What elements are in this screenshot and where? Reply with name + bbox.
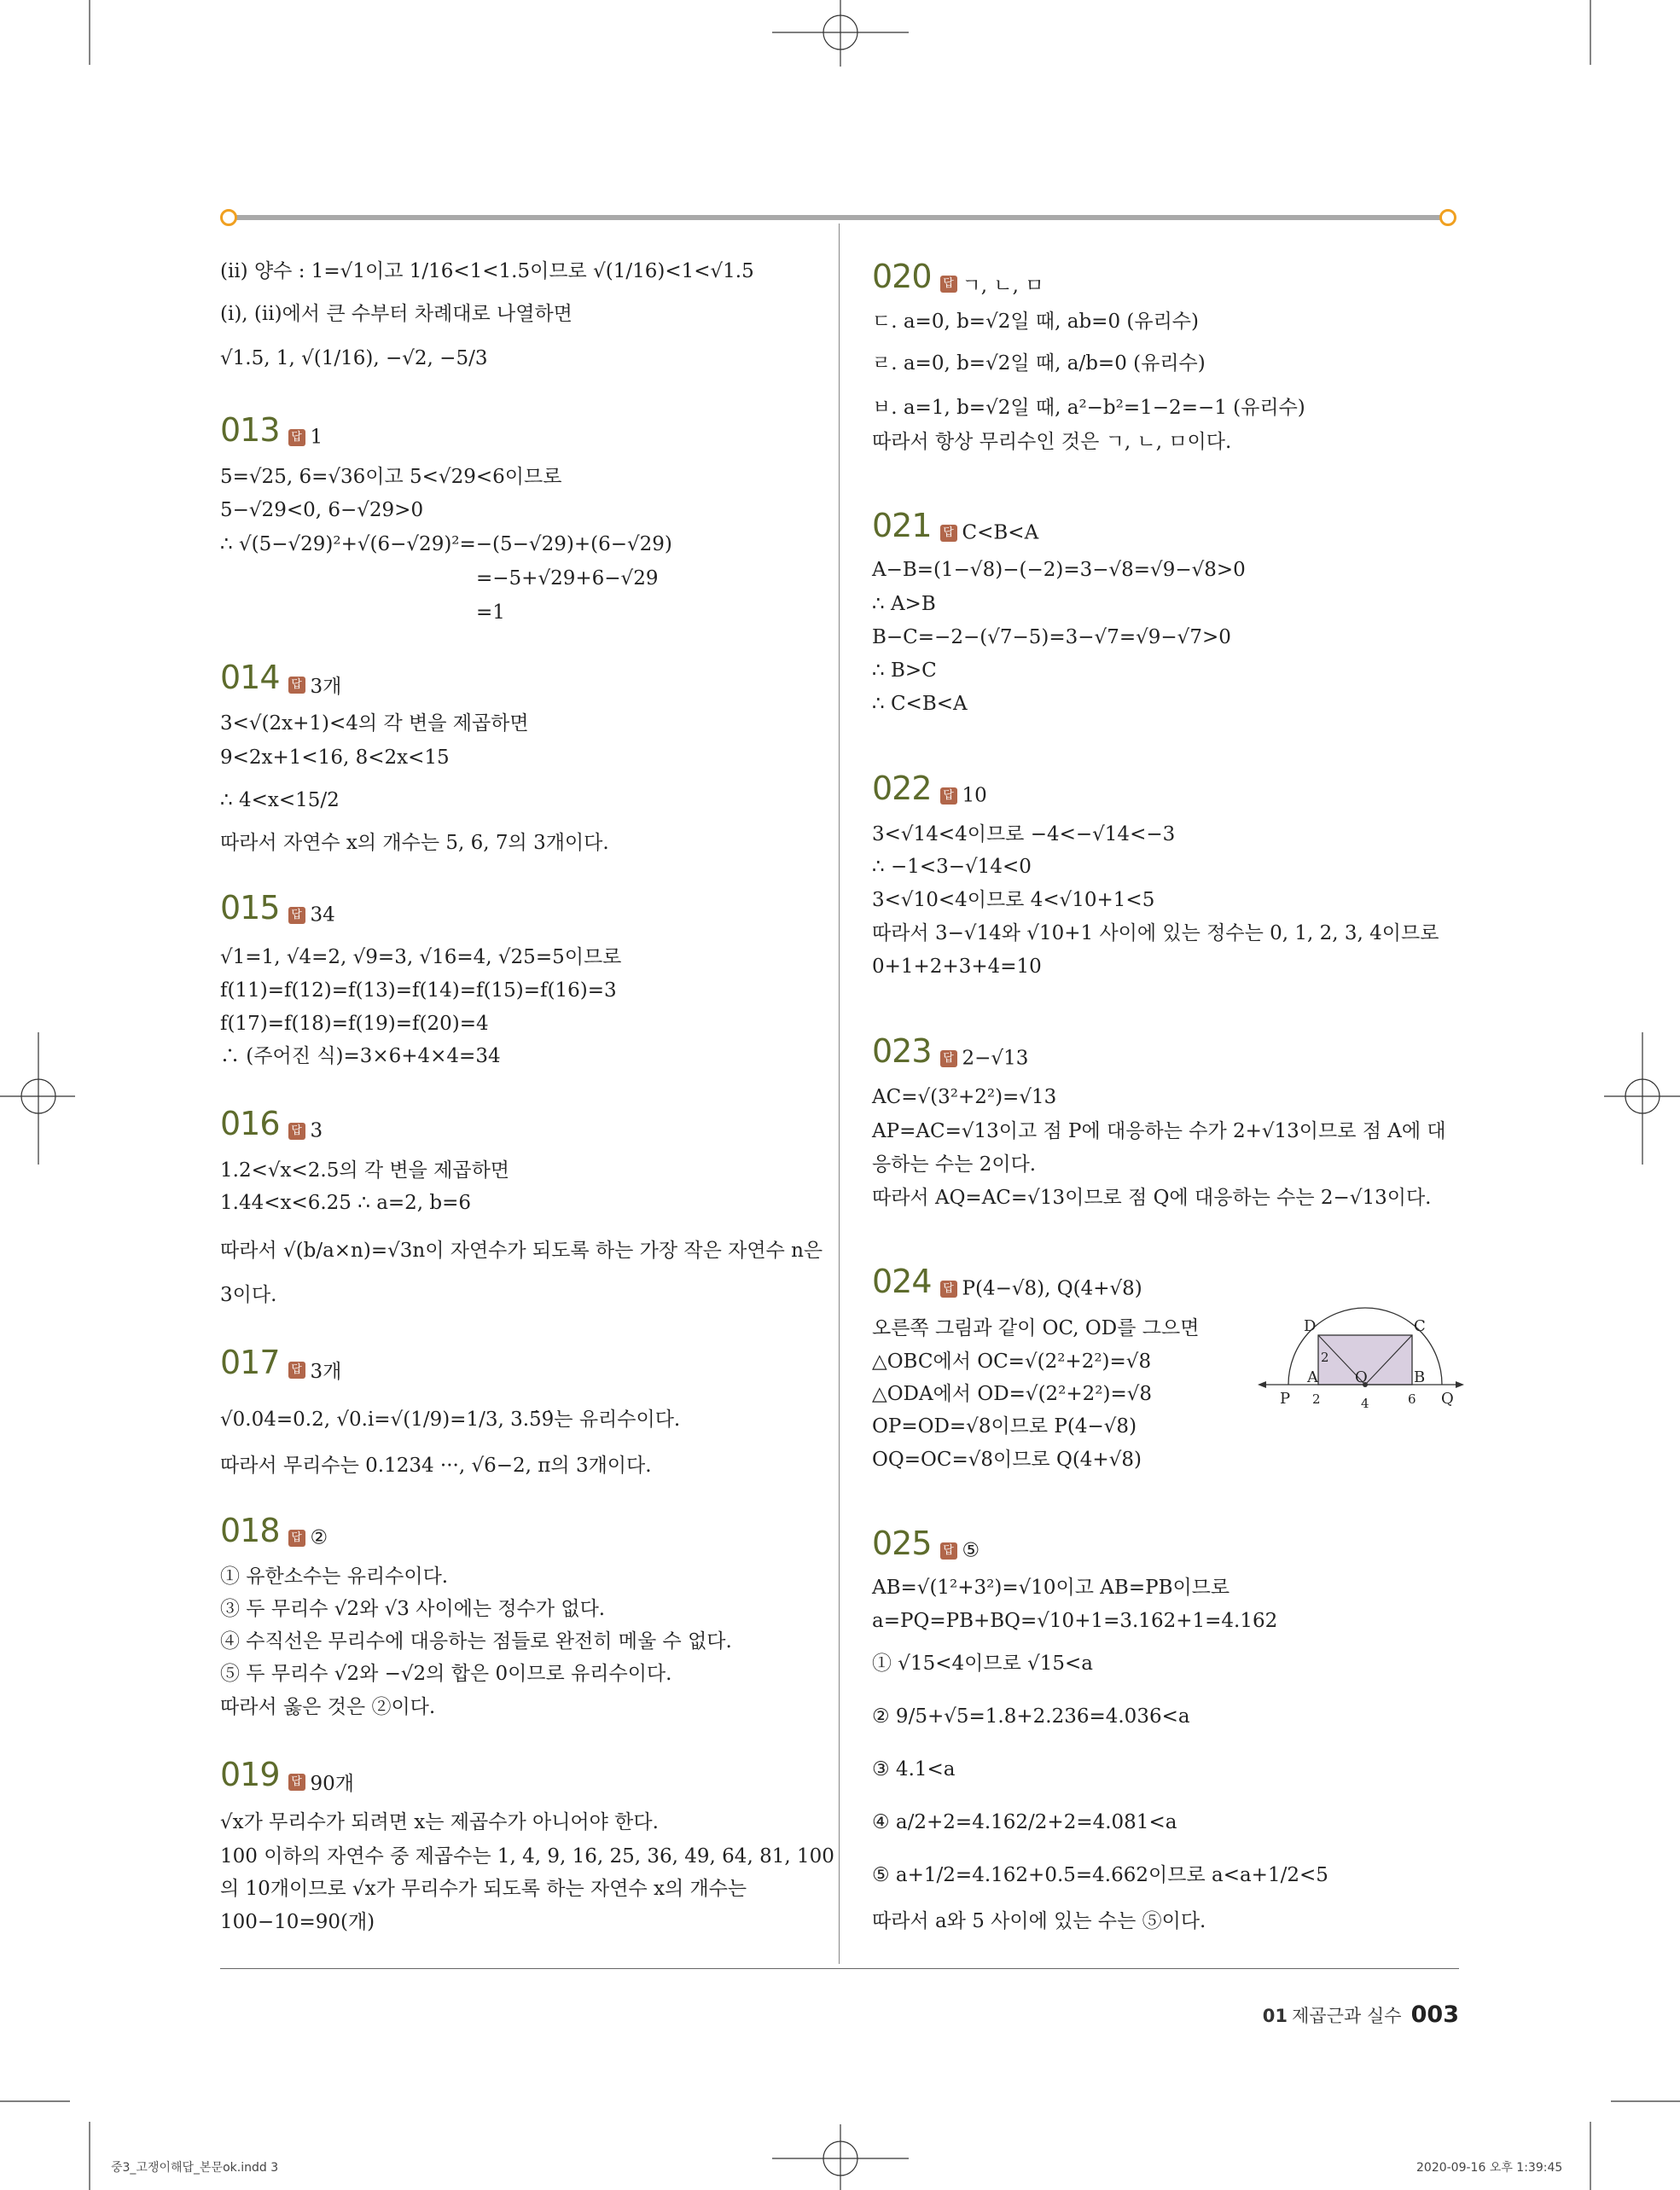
problem-number: 019 — [220, 1756, 280, 1793]
text-line: 100−10=90(개) — [220, 1911, 375, 1933]
text-line: ③ 두 무리수 √2와 √3 사이에는 정수가 없다. — [220, 1598, 606, 1620]
text-line: 5=√25, 6=√36이고 5<√29<6이므로 — [220, 466, 562, 488]
answer-badge: 답 — [940, 1542, 957, 1560]
text-line: 1.44<x<6.25 ∴ a=2, b=6 — [220, 1192, 472, 1214]
text-line: 3이다. — [220, 1284, 277, 1306]
text-line: △ODA에서 OD=√(2²+2²)=√8 — [872, 1383, 1153, 1405]
answer-value: ㄱ, ㄴ, ㅁ — [962, 275, 1044, 297]
problem-number: 024 — [872, 1263, 932, 1300]
answer-badge: 답 — [288, 677, 305, 694]
text-line: 9<2x+1<16, 8<2x<15 — [220, 746, 450, 769]
answer-badge: 답 — [288, 907, 305, 924]
problem-header — [872, 1525, 980, 1562]
text-line: ∴ √(5−√29)²+√(6−√29)²=−(5−√29)+(6−√29) — [220, 533, 672, 555]
text-line: B−C=−2−(√7−5)=3−√7=√9−√7>0 — [872, 626, 1231, 648]
problem-number: 015 — [220, 889, 280, 927]
answer-value: ② — [310, 1526, 328, 1549]
answer-badge: 답 — [940, 787, 957, 805]
text-line: 따라서 무리수는 0.1234 ···, √6−2, π의 3개이다. — [220, 1455, 652, 1477]
text-line: 1.2<√x<2.5의 각 변을 제곱하면 — [220, 1159, 510, 1182]
problem-number: 017 — [220, 1344, 280, 1381]
text-line: AP=AC=√13이고 점 P에 대응하는 수가 2+√13이므로 점 A에 대 — [872, 1120, 1446, 1142]
problem-number: 022 — [872, 770, 932, 807]
answer-badge: 답 — [288, 1530, 305, 1547]
answer-value: 10 — [962, 784, 987, 807]
text-line: ㄷ. a=0, b=√2일 때, ab=0 (유리수) — [872, 311, 1199, 333]
text-line: f(17)=f(18)=f(19)=f(20)=4 — [220, 1013, 489, 1035]
text-line: 100 이하의 자연수 중 제곱수는 1, 4, 9, 16, 25, 36, 49, 64, 81, 100 — [220, 1845, 834, 1868]
text-line: f(11)=f(12)=f(13)=f(14)=f(15)=f(16)=3 — [220, 979, 617, 1002]
chapter-number: 01 — [1262, 2006, 1288, 2026]
answer-value: P(4−√8), Q(4+√8) — [962, 1277, 1142, 1300]
text-line: 따라서 자연수 x의 개수는 5, 6, 7의 3개이다. — [220, 832, 609, 854]
answer-value: 3 — [310, 1119, 323, 1142]
text-line: =1 — [476, 601, 505, 624]
text-line: 따라서 AQ=AC=√13이므로 점 Q에 대응하는 수는 2−√13이다. — [872, 1187, 1432, 1209]
problem-number: 016 — [220, 1105, 280, 1142]
text-line: ∴ 4<x<15/2 — [220, 789, 340, 811]
problem-number: 023 — [872, 1032, 932, 1070]
label-D: D — [1304, 1317, 1317, 1335]
problem-header — [220, 889, 335, 927]
text-line: a=PQ=PB+BQ=√10+1=3.162+1=4.162 — [872, 1610, 1278, 1632]
text-line: AB=√(1²+3²)=√10이고 AB=PB이므로 — [872, 1577, 1230, 1599]
answer-value: C<B<A — [962, 521, 1039, 544]
text-line: 따라서 옳은 것은 ②이다. — [220, 1696, 436, 1718]
problem-header — [220, 1344, 341, 1384]
text-line: ④ 수직선은 무리수에 대응하는 점들로 완전히 메울 수 없다. — [220, 1630, 732, 1653]
tick-4: 4 — [1361, 1396, 1369, 1411]
answer-value: 3개 — [310, 676, 342, 698]
text-line: √x가 무리수가 되려면 x는 제곱수가 아니어야 한다. — [220, 1811, 659, 1833]
answer-value: ⑤ — [962, 1539, 980, 1562]
text-line: △OBC에서 OC=√(2²+2²)=√8 — [872, 1351, 1152, 1373]
problem-header — [220, 1512, 328, 1549]
text-line: 따라서 3−√14와 √10+1 사이에 있는 정수는 0, 1, 2, 3, 4이므로 — [872, 922, 1439, 944]
text-line: ① 유한소수는 유리수이다. — [220, 1566, 449, 1588]
problem-number: 013 — [220, 411, 280, 449]
text-line: ③ 4.1<a — [872, 1758, 956, 1780]
answer-badge: 답 — [288, 1774, 305, 1791]
text-line: ④ a/2+2=4.162/2+2=4.081<a — [872, 1811, 1177, 1833]
slug-timestamp: 2020-09-16 오후 1:39:45 — [1416, 2161, 1563, 2175]
text-line: ∴ B>C — [872, 659, 937, 682]
label-C: C — [1414, 1317, 1426, 1335]
text-line: A−B=(1−√8)−(−2)=3−√8=√9−√8>0 — [872, 559, 1246, 581]
text-line: ② 9/5+√5=1.8+2.236=4.036<a — [872, 1705, 1190, 1728]
axis-arrow-right — [1456, 1381, 1464, 1388]
answer-badge: 답 — [940, 1050, 957, 1067]
label-B: B — [1414, 1368, 1426, 1386]
answer-value: 3개 — [310, 1361, 342, 1383]
text-line: 응하는 수는 2이다. — [872, 1153, 1037, 1176]
answer-badge: 답 — [940, 276, 957, 293]
tick-6: 6 — [1408, 1391, 1416, 1407]
text-line: OQ=OC=√8이므로 Q(4+√8) — [872, 1449, 1142, 1471]
bottom-rule — [220, 1968, 1459, 1969]
text-line: ⑤ a+1/2=4.162+0.5=4.662이므로 a<a+1/2<5 — [872, 1864, 1328, 1886]
text-line: OP=OD=√8이므로 P(4−√8) — [872, 1415, 1137, 1438]
top-bar — [229, 215, 1450, 220]
text-line: 5−√29<0, 6−√29>0 — [220, 499, 424, 521]
column-divider — [839, 224, 840, 1964]
text-line: ∴ −1<3−√14<0 — [872, 856, 1032, 878]
text-line: 따라서 a와 5 사이에 있는 수는 ⑤이다. — [872, 1910, 1206, 1932]
text-line: ㅂ. a=1, b=√2일 때, a²−b²=1−2=−1 (유리수) — [872, 397, 1305, 419]
text-line: 오른쪽 그림과 같이 OC, OD를 그으면 — [872, 1317, 1200, 1339]
problem-number: 014 — [220, 659, 280, 696]
problem-header — [872, 258, 1043, 298]
text-line: AC=√(3²+2²)=√13 — [872, 1086, 1057, 1108]
label-P: P — [1280, 1390, 1291, 1408]
text-line: 따라서 √(b/a×n)=√3n이 자연수가 되도록 하는 가장 작은 자연수 n은 — [220, 1240, 823, 1262]
problem-number: 020 — [872, 258, 932, 295]
answer-value: 34 — [310, 903, 335, 927]
answer-value: 90개 — [310, 1773, 355, 1795]
answer-badge: 답 — [288, 1362, 305, 1379]
text-line: ① √15<4이므로 √15<a — [872, 1653, 1094, 1675]
answer-badge: 답 — [288, 1123, 305, 1140]
problem-header — [872, 507, 1038, 544]
text-line: ∴ C<B<A — [872, 693, 968, 715]
text-line: 의 10개이므로 √x가 무리수가 되도록 하는 자연수 x의 개수는 — [220, 1878, 747, 1900]
label-A: A — [1307, 1368, 1318, 1386]
problem-header — [220, 659, 341, 699]
text-line: √1=1, √4=2, √9=3, √16=4, √25=5이므로 — [220, 946, 622, 968]
page-footer — [1246, 2001, 1459, 2028]
text-line: ∴ (주어진 식)=3×6+4×4=34 — [220, 1045, 501, 1067]
text-line: =−5+√29+6−√29 — [476, 567, 659, 590]
text-line: 3<√14<4이므로 −4<−√14<−3 — [872, 823, 1176, 845]
top-bar-right-dot — [1439, 209, 1456, 226]
label-Q: Q — [1441, 1390, 1454, 1408]
problem-number: 021 — [872, 507, 932, 544]
text-line: 0+1+2+3+4=10 — [872, 956, 1042, 978]
slug-filename: 중3_고쟁이해답_본문ok.indd 3 — [111, 2161, 279, 2175]
page-number: 003 — [1410, 2001, 1459, 2028]
problem-header — [220, 1756, 354, 1796]
text-line: 3<√(2x+1)<4의 각 변을 제곱하면 — [220, 712, 529, 735]
text-line: 따라서 항상 무리수인 것은 ㄱ, ㄴ, ㅁ이다. — [872, 431, 1232, 453]
text-line: ⑤ 두 무리수 √2와 −√2의 합은 0이므로 유리수이다. — [220, 1663, 672, 1685]
problem-header — [872, 770, 987, 807]
answer-value: 2−√13 — [962, 1047, 1029, 1070]
label-side: 2 — [1321, 1350, 1329, 1365]
text-line: √0.04=0.2, √0.i=√(1/9)=1/3, 3.5̇9̇는 유리수이다. — [220, 1409, 681, 1431]
axis-arrow-left — [1258, 1381, 1266, 1388]
label-O: O — [1355, 1368, 1368, 1386]
problem-number: 025 — [872, 1525, 932, 1562]
problem-header — [872, 1263, 1142, 1300]
top-bar-left-dot — [220, 209, 237, 226]
problem-number: 018 — [220, 1512, 280, 1549]
answer-value: 1 — [310, 426, 323, 449]
problem-header — [872, 1032, 1028, 1070]
problem-header — [220, 411, 323, 449]
chapter-title: 제곱근과 실수 — [1292, 2006, 1402, 2026]
text-line: ㄹ. a=0, b=√2일 때, a/b=0 (유리수) — [872, 352, 1206, 375]
problem-header — [220, 1105, 323, 1142]
text-line: (i), (ii)에서 큰 수부터 차례대로 나열하면 — [220, 303, 573, 325]
answer-badge: 답 — [288, 429, 305, 446]
answer-badge: 답 — [940, 1281, 957, 1298]
answer-badge: 답 — [940, 525, 957, 542]
number-line-figure — [1254, 1305, 1468, 1416]
text-line: (ii) 양수 : 1=√1이고 1/16<1<1.5이므로 √(1/16)<1<√1.5 — [220, 260, 754, 282]
text-line: √1.5, 1, √(1/16), −√2, −5/3 — [220, 347, 488, 369]
text-line: 3<√10<4이므로 4<√10+1<5 — [872, 889, 1155, 911]
text-line: ∴ A>B — [872, 593, 936, 615]
tick-2: 2 — [1312, 1391, 1321, 1407]
